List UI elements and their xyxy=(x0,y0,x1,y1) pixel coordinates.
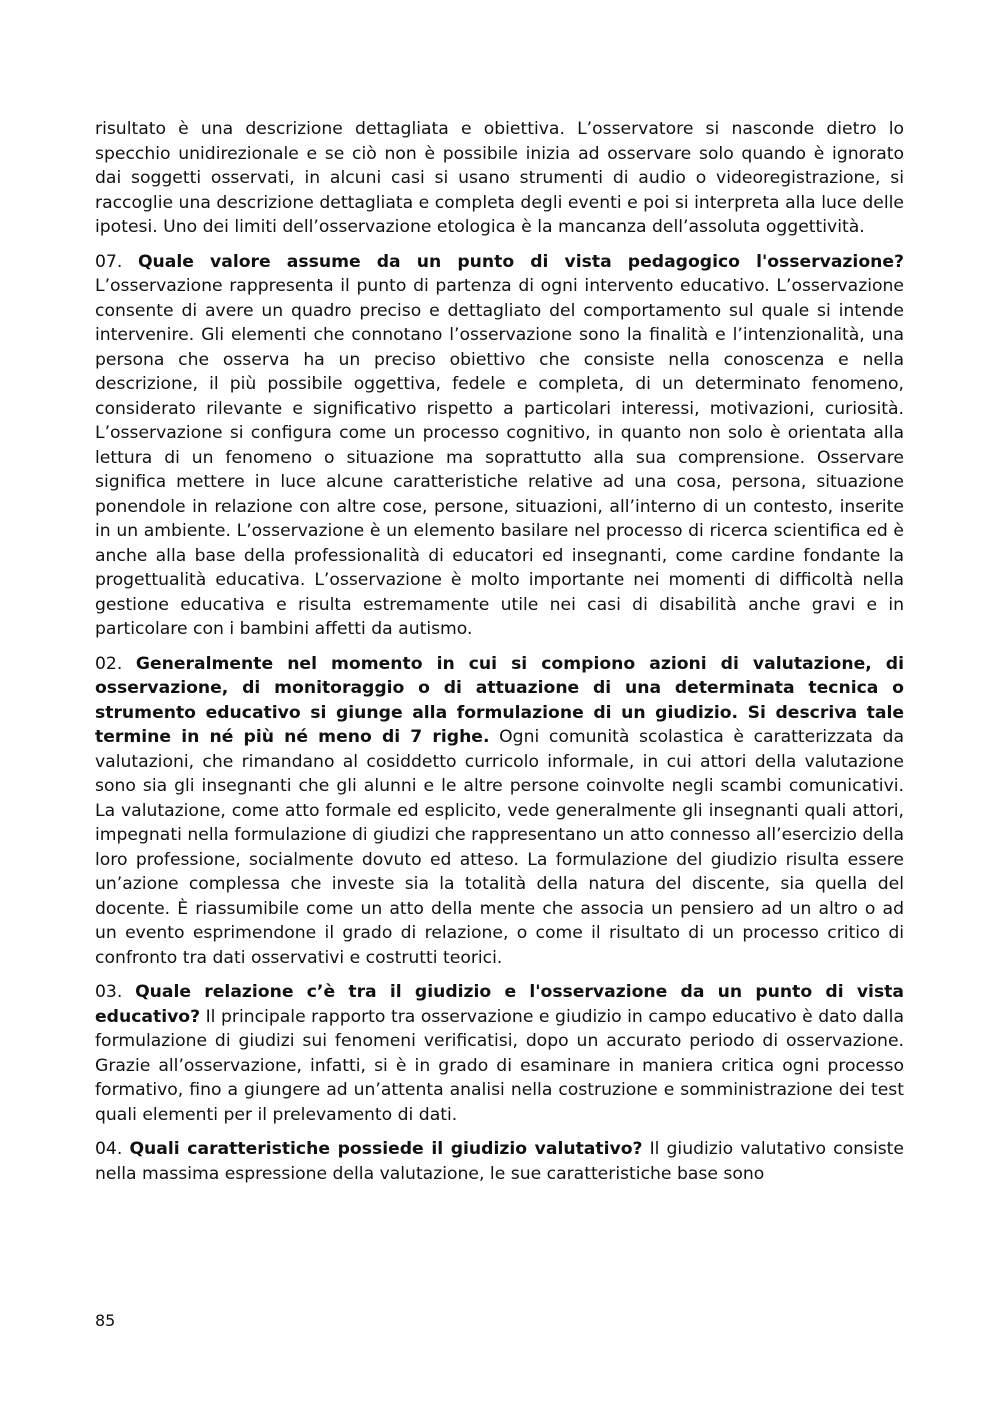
answer-text: L’osservazione rappresenta il punto di partenza di ogni intervento educativo. L’osservazione consente di avere un quadro preciso e dettagliato del comportamento sul quale si intende intervenire. Gli elementi che connotano l’osservazione sono la finalità e l’intenzionalità, una persona che osserva ha un preciso obiettivo che consiste nella conoscenza e nella descrizione, il più possibile oggettiva, fedele e completa, di un determinato fenomeno, considerato rilevante e significativo rispetto a particolari interessi, motivazioni, curiosità. L’osservazione si configura come un processo cognitivo, in quanto non solo è orientata alla lettura di un fenomeno o situazione ma soprattutto alla sua comprensione. Osservare significa mettere in luce alcune caratteristiche relative ad una cosa, persona, situazione ponendole in relazione con altre cose, persone, situazioni, all’interno di un contesto, inserite in un ambiente. L’osservazione è un elemento basilare nel processo di ricerca scientifica ed è anche alla base della professionalità di educatori ed insegnanti, come cardine fondante la progettualità educativa. L’osservazione è molto importante nei momenti di difficoltà nella gestione educativa e risulta estremamente utile nei casi di disabilità anche gravi e in particolare con i bambini affetti da autismo. xyxy=(95,276,904,639)
question-07-paragraph xyxy=(95,250,904,642)
intro-paragraph: risultato è una descrizione dettagliata e obiettiva. L’osservatore si nasconde dietro lo specchio unidirezionale e se ciò non è possibile inizia ad osservare solo quando è ignorato dai soggetti osservati, in alcuni casi si usano strumenti di audio o videoregistrazione, si raccoglie una descrizione dettagliata e completa degli eventi e poi si interpreta alla luce delle ipotesi. Uno dei limiti dell’osservazione etologica è la mancanza dell’assoluta oggettività. xyxy=(95,119,904,237)
page-content xyxy=(95,117,904,1196)
answer-text: Il giudizio valutativo consiste nella massima espressione della valutazione, le sue caratteristiche base sono xyxy=(95,1139,904,1184)
page-number: 85 xyxy=(95,1311,116,1330)
question-number: 03. xyxy=(95,982,136,1002)
question-text: Quale valore assume da un punto di vista pedagogico l'osservazione? xyxy=(137,251,904,272)
question-04-paragraph xyxy=(95,1137,904,1186)
question-number: 07. xyxy=(95,251,138,272)
question-02-paragraph xyxy=(95,652,904,971)
question-text: Quali caratteristiche possiede il giudizio valutativo? xyxy=(129,1139,643,1159)
answer-text: Ogni comunità scolastica è caratterizzata da valutazioni, che rimandano al cosiddetto curricolo informale, in cui attori della valutazione sono sia gli insegnanti che gli alunni e le altre persone coinvolte negli scambi comunicativi. La valutazione, come atto formale ed esplicito, vede generalmente gli insegnanti quali attori, impegnati nella formulazione di giudizi che rappresentano un atto connesso all’esercizio della loro professione, socialmente dovuto ed atteso. La formulazione del giudizio risulta essere un’azione complessa che investe sia la totalità della natura del discente, sia quella del docente. È riassumibile come un atto della mente che associa un pensiero ad un altro o ad un evento esprimendone il grado di relazione, o come il risultato di un processo critico di confronto tra dati osservativi e costrutti teorici. xyxy=(95,727,904,968)
answer-text: Il principale rapporto tra osservazione e giudizio in campo educativo è dato dalla formulazione di giudizi sui fenomeni verificatisi, dopo un accurato periodo di osservazione. Grazie all’osservazione, infatti, si è in grado di esaminare in maniera critica ogni processo formativo, fino a giungere ad un’attenta analisi nella costruzione e somministrazione dei test quali elementi per il prelevamento di dati. xyxy=(95,1006,904,1125)
question-text: Quale relazione c’è tra il giudizio e l'osservazione da un punto di vista educativo? xyxy=(95,982,904,1027)
question-text: Generalmente nel momento in cui si compiono azioni di valutazione, di osservazione, di monitoraggio o di attuazione di una determinata tecnica o strumento educativo si giunge alla formulazione di un giudizio. Si descriva tale termine in né più né meno di 7 righe. xyxy=(95,653,904,747)
question-03-paragraph xyxy=(95,980,904,1127)
question-number: 04. xyxy=(95,1139,130,1159)
question-number: 02. xyxy=(95,653,136,674)
